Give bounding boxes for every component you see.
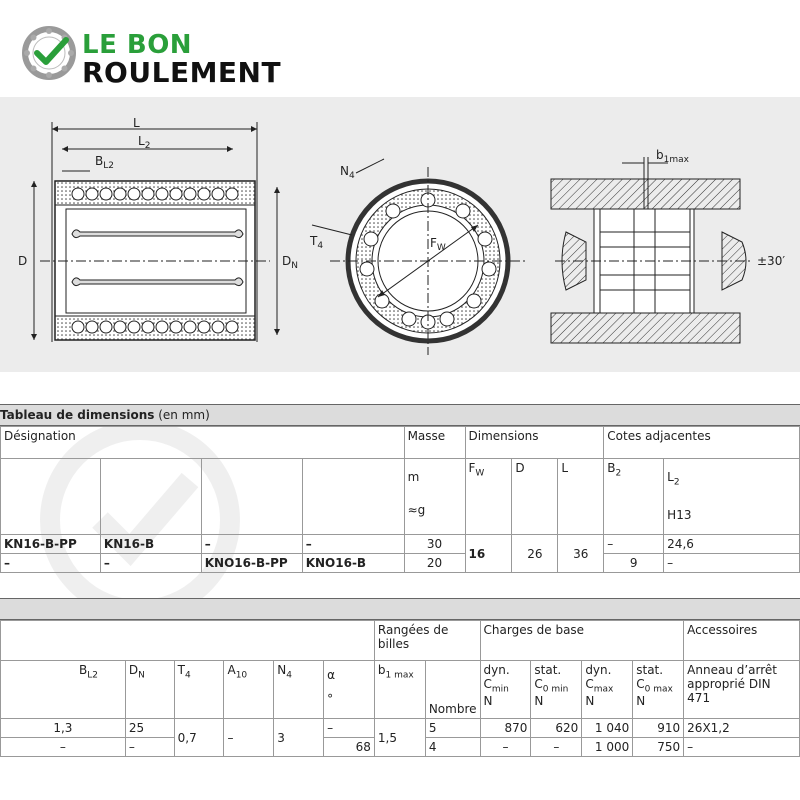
h-bl2-cell bbox=[1, 661, 126, 719]
dn-value: – bbox=[125, 738, 174, 757]
h-g: ≈g bbox=[407, 503, 426, 517]
alpha-value: 68 bbox=[324, 738, 375, 757]
h-c0max-sub: 0 max bbox=[644, 684, 673, 695]
h-dn-sub: N bbox=[138, 670, 145, 681]
svg-text:DN bbox=[282, 254, 298, 271]
svg-text:N4 bbox=[340, 164, 355, 181]
l2-value: – bbox=[664, 554, 800, 573]
svg-text:BL2 bbox=[95, 154, 114, 171]
dim-fw-sub: W bbox=[436, 243, 446, 253]
bl2-value: 1,3 bbox=[1, 719, 126, 738]
h-anneau: Anneau d’arrêt approprié DIN 471 bbox=[684, 661, 800, 719]
dim-l2-sub: 2 bbox=[144, 141, 151, 151]
n4-value: 3 bbox=[274, 719, 324, 757]
d-value: 26 bbox=[512, 535, 558, 573]
h-b2-cell bbox=[604, 459, 664, 535]
h-m-cell bbox=[404, 459, 465, 535]
h-bl2: B bbox=[79, 663, 88, 677]
h-b1max-cell bbox=[374, 661, 425, 719]
h-dimensions: Dimensions bbox=[465, 427, 604, 459]
masse: 30 bbox=[404, 535, 465, 554]
alpha-value: – bbox=[324, 719, 375, 738]
h-b2: B bbox=[607, 461, 616, 475]
loads-table bbox=[0, 620, 800, 757]
bearing-check-icon bbox=[22, 26, 76, 80]
c0min-value: – bbox=[531, 738, 582, 757]
h-b2-sub: 2 bbox=[615, 468, 622, 479]
nombre-value: 4 bbox=[425, 738, 480, 757]
accessoire-value: – bbox=[684, 738, 800, 757]
h-fw-cell bbox=[465, 459, 512, 535]
bl2-value: – bbox=[1, 738, 126, 757]
table1-title bbox=[0, 404, 800, 426]
logo-line2: ROULEMENT bbox=[82, 56, 282, 89]
h-dn: D bbox=[128, 663, 139, 677]
h-n-4: N bbox=[636, 694, 646, 709]
h-dn-cell bbox=[125, 661, 174, 719]
h-t4: T bbox=[177, 663, 185, 677]
cmin-value: – bbox=[480, 738, 531, 757]
h-m: m bbox=[407, 470, 420, 484]
h-t4-cell bbox=[174, 661, 224, 719]
b1max-value: 1,5 bbox=[374, 719, 425, 757]
dim-d: D bbox=[18, 254, 28, 268]
h-cmax-cell bbox=[582, 661, 633, 719]
h-l2-cell bbox=[664, 459, 800, 535]
h-cmax-sub: max bbox=[593, 684, 614, 695]
b2-value: 9 bbox=[604, 554, 664, 573]
nombre-value: 5 bbox=[425, 719, 480, 738]
dim-t4-sub: 4 bbox=[317, 241, 324, 251]
h-n4: N bbox=[277, 663, 287, 677]
h-cotes: Cotes adjacentes bbox=[604, 427, 800, 459]
h-deg: ° bbox=[327, 692, 334, 706]
h-n-3: N bbox=[585, 694, 595, 709]
h-fw-sub: W bbox=[475, 468, 485, 479]
h-stat: stat. bbox=[534, 663, 562, 677]
dim-bl2-sub: L2 bbox=[103, 161, 114, 171]
h-h13: H13 bbox=[667, 508, 692, 523]
dim-l2: L bbox=[138, 134, 145, 148]
dim-fw: F bbox=[430, 236, 437, 250]
angle-label: ±30′ bbox=[757, 254, 786, 268]
h-n4-cell bbox=[274, 661, 324, 719]
h-alpha: α bbox=[327, 668, 336, 682]
cmin-value: 870 bbox=[480, 719, 531, 738]
h-a10: A bbox=[227, 663, 236, 677]
h-nombre: Nombre bbox=[425, 661, 480, 719]
side-view bbox=[18, 116, 298, 342]
designation-4: – bbox=[302, 535, 404, 554]
table1-title-bold: Tableau de dimensions bbox=[0, 408, 155, 422]
fw-value: 16 bbox=[465, 535, 512, 573]
h-bl2-sub: L2 bbox=[87, 670, 98, 681]
designation-3: – bbox=[201, 535, 302, 554]
c0min-value: 620 bbox=[531, 719, 582, 738]
table1-title-rest: (en mm) bbox=[154, 408, 210, 422]
section-view bbox=[309, 159, 526, 355]
h-accessoires: Accessoires bbox=[684, 621, 800, 661]
svg-text:b1max bbox=[656, 148, 690, 165]
dimensions-table bbox=[0, 426, 800, 573]
h-d: D bbox=[512, 459, 558, 535]
h-c0min-cell bbox=[531, 661, 582, 719]
table2-header-bar bbox=[0, 598, 800, 620]
svg-text:T4 bbox=[309, 234, 323, 251]
h-b1max: b bbox=[377, 663, 386, 677]
h-n-1: N bbox=[483, 694, 493, 709]
h-alpha-cell bbox=[324, 661, 375, 719]
designation-2: – bbox=[100, 554, 201, 573]
dim-l: L bbox=[133, 116, 140, 130]
logo-line1: LE BON bbox=[82, 30, 193, 60]
dim-b1max-sub: 1max bbox=[663, 155, 689, 165]
h-l2: L bbox=[667, 470, 674, 484]
h-dyn: dyn. bbox=[483, 663, 510, 677]
h-masse: Masse bbox=[404, 427, 465, 459]
cmax-value: 1 040 bbox=[582, 719, 633, 738]
b2-value: – bbox=[604, 535, 664, 554]
c0max-value: 750 bbox=[633, 738, 684, 757]
dim-dn: D bbox=[282, 254, 292, 268]
brand-logo bbox=[22, 26, 302, 89]
h-dyn2: dyn. bbox=[585, 663, 612, 677]
h-l2-sub: 2 bbox=[673, 477, 680, 488]
designation-4: KNO16-B bbox=[302, 554, 404, 573]
h-cmin-sub: min bbox=[491, 684, 509, 695]
h-designation: Désignation bbox=[1, 427, 405, 459]
cmax-value: 1 000 bbox=[582, 738, 633, 757]
svg-text:L2 bbox=[138, 134, 150, 151]
h-rangees: Rangées de billes bbox=[374, 621, 480, 661]
l2-value: 24,6 bbox=[664, 535, 800, 554]
dim-b1max: b bbox=[656, 148, 664, 162]
h-stat2: stat. bbox=[636, 663, 664, 677]
table-row bbox=[1, 719, 800, 738]
h-c0min: C bbox=[534, 677, 543, 691]
a10-value: – bbox=[224, 719, 274, 757]
dim-t4: T bbox=[310, 234, 318, 248]
dim-dn-sub: N bbox=[291, 261, 298, 271]
t4-value: 0,7 bbox=[174, 719, 224, 757]
masse: 20 bbox=[404, 554, 465, 573]
designation-1: – bbox=[1, 554, 101, 573]
h-cmax: C bbox=[585, 677, 594, 691]
h-c0max: C bbox=[636, 677, 645, 691]
h-fw: F bbox=[468, 461, 476, 475]
h-charges: Charges de base bbox=[480, 621, 684, 661]
h-cmin: C bbox=[483, 677, 492, 691]
c0max-value: 910 bbox=[633, 719, 684, 738]
h-t4-sub: 4 bbox=[184, 670, 191, 681]
h-n4-sub: 4 bbox=[286, 670, 293, 681]
dim-n4: N bbox=[340, 164, 349, 178]
h-b1max-sub: 1 max bbox=[385, 670, 414, 681]
l-value: 36 bbox=[558, 535, 604, 573]
h-cmin-cell bbox=[480, 661, 531, 719]
h-a10-cell bbox=[224, 661, 274, 719]
housing-view bbox=[551, 148, 785, 343]
dim-n4-sub: 4 bbox=[348, 171, 355, 181]
table-row bbox=[1, 535, 800, 554]
designation-1: KN16-B-PP bbox=[1, 535, 101, 554]
dim-bl2: B bbox=[95, 154, 104, 168]
h-a10-sub: 10 bbox=[235, 670, 248, 681]
h-c0min-sub: 0 min bbox=[542, 684, 569, 695]
h-c0max-cell bbox=[633, 661, 684, 719]
accessoire-value: 26X1,2 bbox=[684, 719, 800, 738]
h-n-2: N bbox=[534, 694, 544, 709]
h-l: L bbox=[558, 459, 604, 535]
designation-2: KN16-B bbox=[100, 535, 201, 554]
dn-value: 25 bbox=[125, 719, 174, 738]
designation-3: KNO16-B-PP bbox=[201, 554, 302, 573]
technical-drawing bbox=[0, 97, 800, 372]
table-row bbox=[1, 554, 800, 573]
